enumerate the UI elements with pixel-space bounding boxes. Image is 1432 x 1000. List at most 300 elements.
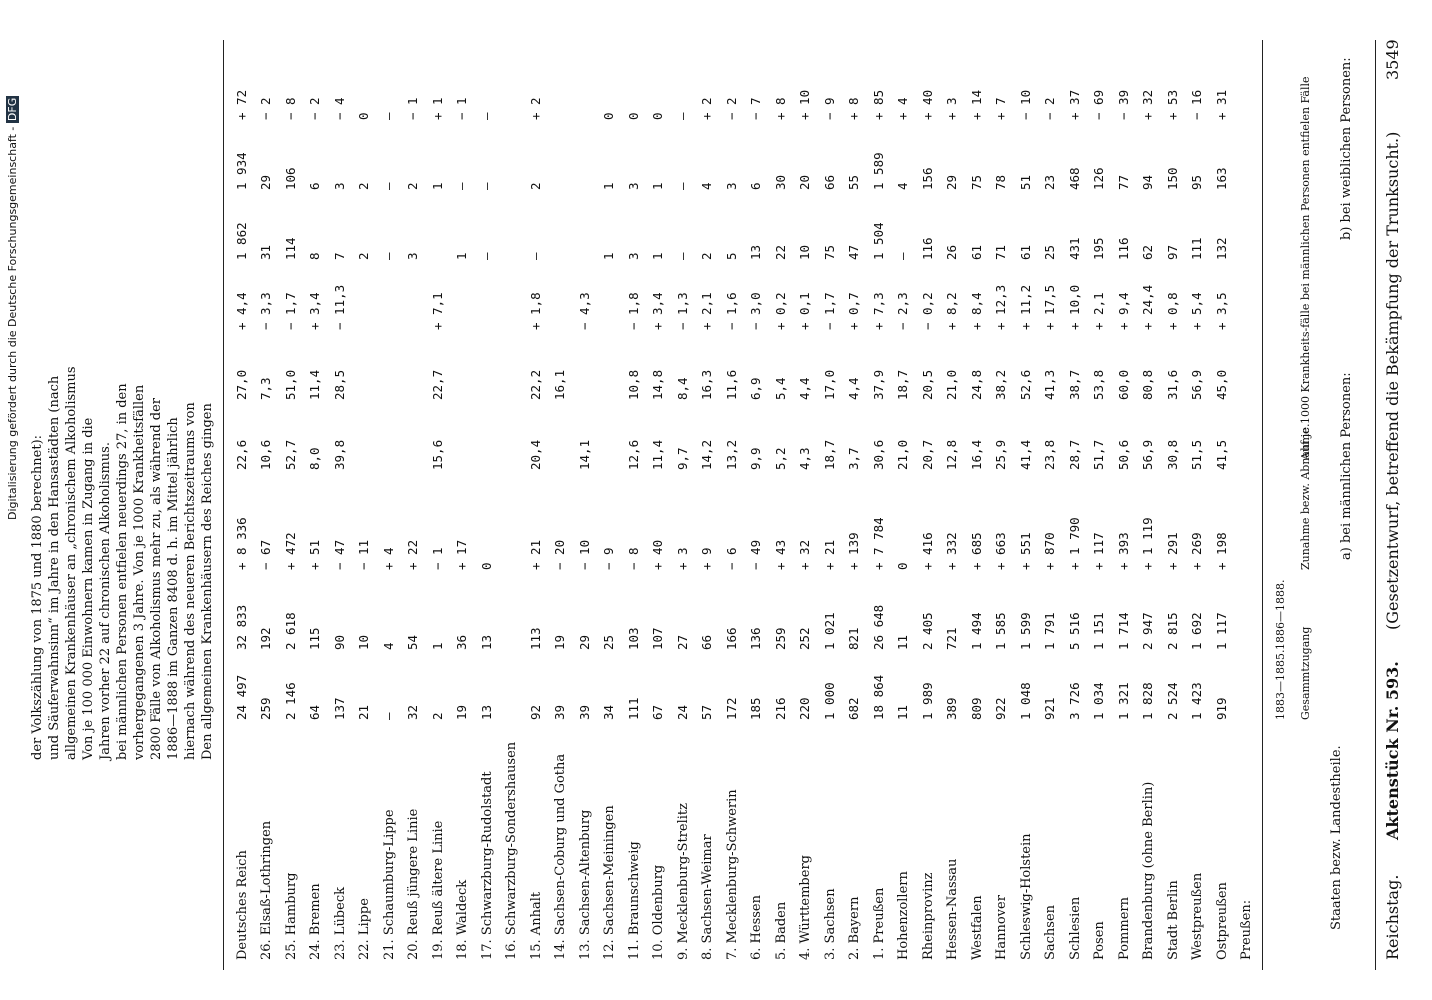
table-cell: + 11,2 [1017,284,1033,330]
table-cell: 45,0 [1213,369,1229,400]
table-cell: 5 516 [1066,612,1082,650]
table-cell: 3,7 [846,447,861,470]
table-cell: 29 [258,174,273,190]
table-cell: 32 833 [233,604,249,650]
credit-text: Digitalisierung gefördert durch die Deutsche Forschungsgemeinschaft - [6,126,19,520]
header-akten: Aktenstück Nr. 593. [1383,661,1402,840]
table-cell: 28,5 [331,369,347,400]
table-cell: − 39 [1115,89,1131,120]
table-cell: 216 [772,697,788,720]
table-cell: + 3,4 [650,292,665,330]
table-cell: 11,6 [723,369,739,400]
table-cell: 39 [576,704,592,720]
table-cell: 1 [601,182,616,190]
table-cell: − 1 [454,97,469,120]
table-cell: 103 [625,627,641,650]
table-cell: 682 [846,697,861,720]
table-cell: 431 [1066,237,1082,260]
table-cell: 97 [1164,244,1180,260]
table-row-label: Hessen-Nassau [945,858,960,960]
table-cell: 1 [429,182,445,190]
table-cell: 18,7 [821,439,837,470]
table-cell: 156 [919,167,935,190]
table-row-label: 25. Hamburg [283,872,299,960]
body-line: bei männlichen Personen entfielen neuerdings 27, in den [115,383,130,760]
table-cell: 18,7 [895,369,910,400]
table-cell: 38,7 [1066,369,1082,400]
table-cell: 47 [846,244,861,260]
table-cell: − 7 [748,97,763,120]
table-cell: 1 989 [919,682,935,720]
table-cell: 52,6 [1017,369,1033,400]
table-cell: 16,4 [968,439,984,470]
table-cell: 195 [1091,237,1106,260]
table-cell: 2 618 [282,612,298,650]
table-row-label: Schleswig-Holstein [1018,833,1034,960]
table-row-label: 8. Sachsen-Weimar [700,834,715,960]
table-cell: 2 [356,252,371,260]
table-cell: 1 862 [233,222,249,260]
table-bottom-rule [223,40,224,970]
table-cell: + 10 [797,89,812,120]
table-cell: 14,2 [699,439,714,470]
table-cell: 71 [993,244,1008,260]
table-cell: 1 599 [1017,612,1033,650]
table-cell: 16,3 [699,369,714,400]
section-a-header: a) bei männlichen Personen: [1339,372,1354,560]
table-cell: 26 [944,244,959,260]
table-cell: 75 [821,244,837,260]
table-cell: 29 [944,174,959,190]
body-line: 1886—1888 im Ganzen 8408 d. h. im Mittel jährlich [166,417,181,760]
table-cell: 389 [944,697,959,720]
table-cell: 23 [1042,174,1057,190]
table-cell: − 0,2 [919,292,935,330]
table-cell: — [380,252,396,260]
table-cell: 136 [748,627,763,650]
table-cell: + 663 [993,532,1008,570]
table-cell: 25 [1042,244,1057,260]
table-cell: 66 [821,174,837,190]
table-cell: 1 423 [1189,682,1204,720]
table-cell: 9,9 [748,447,763,470]
table-row-label: 17. Schwarzburg-Rudolstadt [479,771,495,960]
table-cell: 5,2 [772,447,788,470]
table-row-label: 4. Württemberg [798,855,813,960]
table-cell: + 3 [674,547,690,570]
table-cell: 26 648 [870,604,886,650]
table-cell: − 2 [1042,97,1057,120]
table-cell: 111 [1189,237,1204,260]
table-cell: + 7 [993,97,1008,120]
table-row-label: Stadt Berlin [1165,880,1181,960]
table-cell: 22 [772,244,788,260]
table-cell: − 1,7 [821,292,837,330]
table-cell: − 67 [258,539,273,570]
body-line: Jahren vorher 22 auf chronischen Alkoholismus. [98,442,113,760]
table-cell: 28,7 [1066,439,1082,470]
table-cell: 25,9 [993,439,1008,470]
period-2: 1886—1888. [1274,579,1287,650]
table-row-label: 19. Reuß ältere Linie [430,820,446,960]
table-cell: 4,4 [797,377,812,400]
table-cell: 2 [356,182,371,190]
table-cell: + 5,4 [1189,292,1204,330]
table-cell: + 2,1 [1091,292,1106,330]
table-cell: + 7,3 [870,292,886,330]
table-cell: — [380,112,396,120]
table-cell: 0 [478,562,494,570]
table-cell: 54 [405,634,420,650]
table-cell: 106 [282,167,298,190]
table-cell: + 4 [380,547,396,570]
table-cell: — [454,182,469,190]
table-cell: 1 934 [233,152,249,190]
table-cell: 252 [797,627,812,650]
table-cell: 51,7 [1091,439,1106,470]
table-cell: — [895,252,910,260]
table-cell: 27 [674,634,690,650]
table-cell: 78 [993,174,1008,190]
table-cell: 61 [1017,244,1033,260]
table-cell: + 37 [1066,89,1082,120]
table-cell: 20,7 [919,439,935,470]
table-cell: — [674,182,690,190]
table-row-label: 18. Waldeck [455,879,470,960]
table-cell: 1 504 [870,222,886,260]
table-cell: 20,4 [527,439,543,470]
table-cell: 10,8 [625,369,641,400]
table-cell: 24 497 [233,674,249,720]
table-cell: 0 [625,112,641,120]
body-line: allgemeinen Krankenhäuser an „chronischem Alkoholismus [64,366,79,760]
table-cell: − 4,3 [576,292,592,330]
table-cell: − 8 [625,547,641,570]
table-cell: 29 [576,634,592,650]
table-cell: 7,3 [258,377,273,400]
table-cell: − 2 [258,97,273,120]
page-number: 3549 [1383,39,1402,80]
table-cell: — [478,112,494,120]
table-row-label: 7. Mecklenburg-Schwerin [724,789,740,960]
body-line: Den allgemeinen Krankenhäusern des Reiches gingen [200,403,215,760]
table-cell: 185 [748,697,763,720]
table-cell: 50,6 [1115,439,1131,470]
table-cell: 1 [650,182,665,190]
table-cell: — [478,252,494,260]
table-row-label: Schlesien [1067,896,1083,960]
table-cell: + 0,7 [846,292,861,330]
table-cell: 23,8 [1042,439,1057,470]
table-cell: + 43 [772,539,788,570]
table-cell: 19 [552,634,567,650]
table-cell: + 1 [429,97,445,120]
table-cell: 1 589 [870,152,886,190]
table-cell: 60,0 [1115,369,1131,400]
table-cell: 10,6 [258,439,273,470]
table-cell: 13 [748,244,763,260]
table-cell: 12,6 [625,439,641,470]
table-cell: + 12,3 [993,284,1008,330]
table-cell: 0 [650,112,665,120]
table-cell: 919 [1213,697,1229,720]
table-cell: 1 [429,642,445,650]
table-cell: 116 [1115,237,1131,260]
table-row-label: 10. Oldenburg [651,864,666,960]
table-cell: 31,6 [1164,369,1180,400]
table-cell: 8 [307,252,322,260]
table-cell: + 85 [870,89,886,120]
body-line: vorhergegangenen 3 Jahre. Von je 1000 Krankheitsfällen [132,384,147,760]
table-cell: 18 864 [870,674,886,720]
table-cell: + 1 790 [1066,517,1082,570]
col-state-header: Staaten bezw. Landestheile. [1329,745,1344,930]
table-cell: 2 947 [1140,612,1155,650]
table-cell: 1 021 [821,612,837,650]
table-cell: 0 [895,562,910,570]
table-cell: 1 828 [1140,682,1155,720]
table-cell: + 0,8 [1164,292,1180,330]
table-cell: − 1,8 [625,292,641,330]
table-row-label: 2. Bayern [847,896,862,960]
table-cell: 11 [895,704,910,720]
table-cell: 92 [527,704,543,720]
table-cell: 1 151 [1091,612,1106,650]
table-cell: 22,2 [527,369,543,400]
table-cell: − 11,3 [331,284,347,330]
table-cell: − 10 [576,539,592,570]
table-cell: 220 [797,697,812,720]
table-cell: 21,0 [944,369,959,400]
table-cell: 1 791 [1042,612,1057,650]
table-cell: 90 [331,634,347,650]
table-row-label: 20. Reuß jüngere Linie [406,808,421,960]
table-cell: 21 [356,704,371,720]
table-cell: 5 [723,252,739,260]
table-cell: 2 [527,182,543,190]
table-cell: 77 [1115,174,1131,190]
table-cell: + 870 [1042,532,1057,570]
table-row-label: 21. Schaumburg-Lippe [381,809,397,960]
table-cell: − 1,6 [723,292,739,330]
table-row-label: 11. Braunschweig [626,841,642,960]
table-cell: 116 [919,237,935,260]
table-row-label: Rheinprovinz [920,872,936,960]
table-cell: 80,8 [1140,369,1155,400]
table-row-label: 24. Bremen [308,883,323,960]
table-cell: 114 [282,237,298,260]
table-cell: − 2,3 [895,292,910,330]
table-cell: 20,5 [919,369,935,400]
table-cell: + 7 784 [870,517,886,570]
table-cell: 24,8 [968,369,984,400]
table-cell: 41,3 [1042,369,1057,400]
table-cell: 56,9 [1189,369,1204,400]
table-cell: − 20 [552,539,567,570]
table-cell: 3 726 [1066,682,1082,720]
table-cell: — [674,252,690,260]
table-cell: — [527,252,543,260]
table-cell: 192 [258,627,273,650]
table-cell: 4 [699,182,714,190]
table-cell: + 4 [895,97,910,120]
table-cell: 13 [478,634,494,650]
table-row-label: Posen [1092,921,1107,960]
table-cell: − 10 [1017,89,1033,120]
table-cell: 31 [258,244,273,260]
table-cell: + 24,4 [1140,284,1155,330]
table-cell: 921 [1042,697,1057,720]
table-cell: 163 [1213,167,1229,190]
table-cell: 55 [846,174,861,190]
table-cell: 6,9 [748,377,763,400]
table-cell: + 51 [307,539,322,570]
table-cell: 2 [405,182,420,190]
table-cell: + 3,5 [1213,292,1229,330]
table-cell: 62 [1140,244,1155,260]
table-cell: 1 692 [1189,612,1204,650]
table-cell: 4,3 [797,447,812,470]
table-cell: + 21 [527,539,543,570]
table-cell: 38,2 [993,369,1008,400]
table-cell: + 685 [968,532,984,570]
table-cell: 7 [331,252,347,260]
table-cell: + 8,2 [944,292,959,330]
table-cell: + 8 [846,97,861,120]
table-cell: + 198 [1213,532,1229,570]
body-line: der Volkszählung von 1875 und 1880 berechnet): [30,434,45,760]
table-cell: 6 [748,182,763,190]
table-row-label: Westfalen [969,895,985,960]
table-cell: 8,4 [674,377,690,400]
table-cell: − 2 [307,97,322,120]
table-cell: + 53 [1164,89,1180,120]
table-cell: 41,5 [1213,439,1229,470]
table-cell: 51,5 [1189,439,1204,470]
table-cell: − 9 [601,547,616,570]
body-line: Von je 100 000 Einwohnern kamen in Zugang in die [81,417,96,760]
table-cell: + 17 [454,539,469,570]
table-cell: + 291 [1164,532,1180,570]
table-cell: 3 [723,182,739,190]
period-1: 1883—1885. [1274,649,1287,720]
table-cell: 30 [772,174,788,190]
table-cell: 8,0 [307,447,322,470]
table-cell: + 21 [821,539,837,570]
table-cell: 6 [307,182,322,190]
auf-je-header: Auf je 1000 Krankheits-fälle bei männlichen Personen entfielen Fälle [1299,76,1312,460]
table-row-label: 1. Preußen [871,887,887,960]
table-cell: 14,8 [650,369,665,400]
table-cell: − 6 [723,547,739,570]
table-cell: 39,8 [331,439,347,470]
table-cell: + 8 [772,97,788,120]
table-cell: 4 [380,642,396,650]
table-cell: + 10,0 [1066,284,1082,330]
table-cell: + 139 [846,532,861,570]
table-cell: + 2 [527,97,543,120]
table-cell: + 2 [699,97,714,120]
table-cell: 14,1 [576,439,592,470]
table-cell: 67 [650,704,665,720]
table-cell: 4 [895,182,910,190]
table-cell: 52,7 [282,439,298,470]
table-cell: + 117 [1091,532,1106,570]
table-cell: 821 [846,627,861,650]
header-rule [1375,40,1376,970]
table-cell: − 1 [405,97,420,120]
table-cell: 19 [454,704,469,720]
table-cell: + 8,4 [968,292,984,330]
table-cell: 2 524 [1164,682,1180,720]
credit-line [6,96,19,520]
table-cell: 10 [797,244,812,260]
table-cell: + 1 119 [1140,517,1155,570]
table-cell: + 31 [1213,89,1229,120]
table-cell: + 40 [650,539,665,570]
table-cell: − 4 [331,97,347,120]
table-cell: 166 [723,627,739,650]
table-row-label: 22. Lippe [357,898,372,960]
table-cell: 41,4 [1017,439,1033,470]
table-cell: 259 [772,627,788,650]
table-cell: 20 [797,174,812,190]
table-cell: − 2 [723,97,739,120]
table-row-label: Hannover [994,895,1009,960]
table-cell: 25 [601,634,616,650]
table-cell: 107 [650,627,665,650]
header-title: (Gesetzentwurf, betreffend die Bekämpfung der Trunksucht.) [1383,131,1402,630]
table-cell: 1 000 [821,682,837,720]
table-cell: + 8 336 [233,517,249,570]
table-row-label: Deutsches Reich [234,850,250,960]
table-cell: 2 [429,712,445,720]
table-cell: + 472 [282,532,298,570]
table-cell: 1 034 [1091,682,1106,720]
table-cell: + 551 [1017,532,1033,570]
table-row-label: Preußen: [1239,899,1254,960]
table-cell: 1 [601,252,616,260]
table-cell: 36 [454,634,469,650]
table-row-label: Westpreußen [1190,872,1205,960]
table-cell: 13 [478,704,494,720]
table-row-label: 15. Anhalt [528,891,544,960]
table-cell: − 11 [356,539,371,570]
table-cell: 2 405 [919,612,935,650]
table-row-label: 9. Mecklenburg-Strelitz [675,803,691,960]
table-row-label: 13. Sachsen-Altenburg [577,809,593,960]
table-header-rule [1262,40,1263,970]
table-cell: 56,9 [1140,439,1155,470]
table-cell: 39 [552,704,567,720]
table-cell: + 32 [797,539,812,570]
table-cell: 16,1 [552,369,567,400]
table-cell: 11 [895,634,910,650]
table-row-label: 3. Sachsen [822,888,838,960]
table-cell: − 9 [821,97,837,120]
table-cell: 9,7 [674,447,690,470]
table-cell: 22,7 [429,369,445,400]
table-cell: 3 [331,182,347,190]
table-cell: 34 [601,704,616,720]
table-cell: — [674,112,690,120]
table-cell: + 22 [405,539,420,570]
table-cell: + 14 [968,89,984,120]
table-cell: + 17,5 [1042,284,1057,330]
table-cell: 1 [454,252,469,260]
table-row-label: 5. Baden [773,901,789,960]
table-cell: 10 [356,634,371,650]
